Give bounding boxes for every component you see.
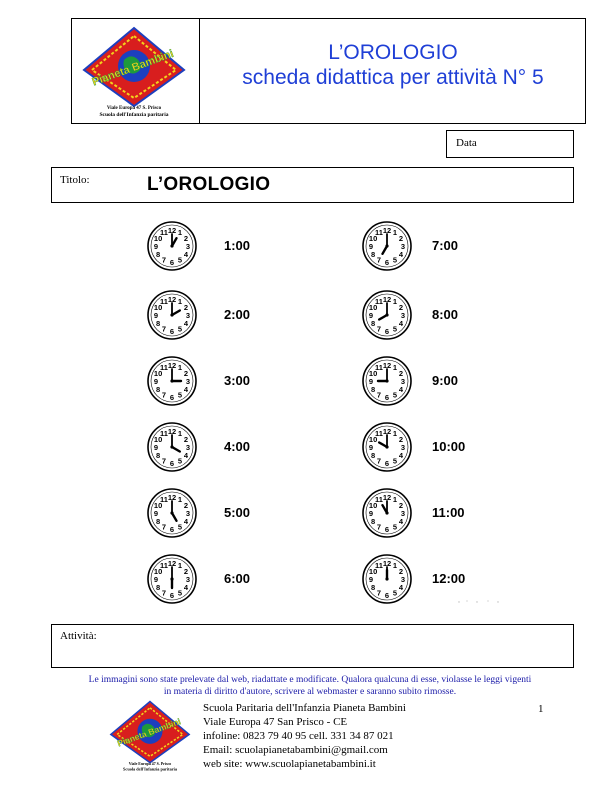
svg-text:7: 7 <box>376 522 382 532</box>
svg-text:7: 7 <box>161 390 167 400</box>
svg-text:11: 11 <box>375 494 383 504</box>
svg-text:10: 10 <box>153 566 163 576</box>
svg-text:7: 7 <box>161 456 167 466</box>
sheet-title-line1: L’OROLOGIO <box>328 41 458 64</box>
time-label: 6:00 <box>224 571 251 586</box>
svg-text:9: 9 <box>368 376 374 386</box>
svg-text:9: 9 <box>153 508 159 518</box>
svg-text:4: 4 <box>183 450 188 460</box>
svg-text:2: 2 <box>398 368 403 378</box>
svg-text:8: 8 <box>156 384 161 394</box>
svg-text:7: 7 <box>376 324 382 334</box>
svg-text:1: 1 <box>392 227 398 237</box>
logo-name: Pianeta Bambini <box>90 47 176 89</box>
svg-text:6: 6 <box>169 392 175 402</box>
clock-face <box>361 355 413 407</box>
copyright-disclaimer <box>30 674 590 698</box>
svg-text:9: 9 <box>153 442 159 452</box>
svg-text:3: 3 <box>185 376 191 386</box>
svg-text:1: 1 <box>392 296 398 306</box>
svg-text:6: 6 <box>384 458 390 468</box>
clock-face <box>146 355 198 407</box>
svg-text:12: 12 <box>167 426 177 436</box>
svg-text:3: 3 <box>400 574 406 584</box>
svg-text:5: 5 <box>392 456 398 466</box>
svg-text:12: 12 <box>167 558 177 568</box>
clock-face <box>361 220 413 272</box>
svg-text:5: 5 <box>177 456 183 466</box>
svg-text:2: 2 <box>398 500 403 510</box>
svg-text:10: 10 <box>153 368 163 378</box>
svg-text:4: 4 <box>183 318 188 328</box>
svg-text:2: 2 <box>398 302 403 312</box>
svg-text:9: 9 <box>368 508 374 518</box>
svg-text:7: 7 <box>161 324 167 334</box>
svg-text:1: 1 <box>392 494 398 504</box>
time-label: 1:00 <box>224 238 251 253</box>
svg-text:8: 8 <box>371 516 376 526</box>
svg-text:2: 2 <box>183 302 188 312</box>
svg-text:4: 4 <box>183 384 188 394</box>
svg-text:8: 8 <box>371 384 376 394</box>
svg-text:6: 6 <box>384 524 390 534</box>
svg-text:4: 4 <box>398 450 403 460</box>
svg-text:5: 5 <box>177 588 183 598</box>
svg-text:12: 12 <box>167 360 177 370</box>
svg-text:5: 5 <box>392 324 398 334</box>
svg-text:2: 2 <box>183 368 188 378</box>
footer-logo-address: Viale Europa 47 S. Prisco <box>128 761 172 766</box>
svg-text:11: 11 <box>160 227 168 237</box>
sheet-title <box>200 40 586 90</box>
svg-text:11: 11 <box>160 494 168 504</box>
svg-text:10: 10 <box>368 500 378 510</box>
disclaimer-line2: in materia di diritto d'autore, scrivere al webmaster e saranno subito rimosse. <box>163 687 457 697</box>
svg-text:1: 1 <box>392 428 398 438</box>
svg-text:12: 12 <box>382 426 392 436</box>
svg-text:4: 4 <box>398 516 403 526</box>
print-specks <box>455 598 505 606</box>
activity-label: Attività: <box>60 630 97 642</box>
svg-text:7: 7 <box>161 522 167 532</box>
clock-face <box>146 487 198 539</box>
svg-text:7: 7 <box>376 456 382 466</box>
svg-text:9: 9 <box>153 310 159 320</box>
pianeta-bambini-logo <box>78 26 190 118</box>
svg-text:3: 3 <box>400 310 406 320</box>
date-label: Data <box>456 137 477 149</box>
time-label: 9:00 <box>432 373 459 388</box>
svg-text:3: 3 <box>400 508 406 518</box>
svg-text:6: 6 <box>169 590 175 600</box>
svg-text:7: 7 <box>161 588 167 598</box>
clock-face <box>146 421 198 473</box>
svg-text:3: 3 <box>185 574 191 584</box>
svg-text:5: 5 <box>177 390 183 400</box>
svg-text:10: 10 <box>153 233 163 243</box>
svg-text:2: 2 <box>398 566 403 576</box>
svg-text:4: 4 <box>398 582 403 592</box>
svg-text:11: 11 <box>375 227 383 237</box>
svg-text:3: 3 <box>185 241 191 251</box>
svg-text:11: 11 <box>160 296 168 306</box>
footer-school: Scuola Paritaria dell'Infanzia Pianeta Bambini <box>203 702 406 714</box>
svg-text:6: 6 <box>384 392 390 402</box>
svg-text:1: 1 <box>177 362 183 372</box>
svg-text:6: 6 <box>169 257 175 267</box>
page-number: 1 <box>538 703 544 715</box>
svg-text:6: 6 <box>384 590 390 600</box>
svg-text:11: 11 <box>160 362 168 372</box>
footer-website[interactable]: web site: www.scuolapianetabambini.it <box>203 758 376 770</box>
time-label: 7:00 <box>432 238 459 253</box>
svg-text:11: 11 <box>375 296 383 306</box>
svg-text:10: 10 <box>368 233 378 243</box>
svg-text:8: 8 <box>371 450 376 460</box>
svg-text:1: 1 <box>177 227 183 237</box>
svg-text:2: 2 <box>398 233 403 243</box>
svg-text:3: 3 <box>400 442 406 452</box>
svg-text:6: 6 <box>384 257 390 267</box>
footer-phones: infoline: 0823 79 40 95 cell. 331 34 87 021 <box>203 730 394 742</box>
svg-text:8: 8 <box>371 582 376 592</box>
svg-text:4: 4 <box>398 384 403 394</box>
svg-text:1: 1 <box>392 362 398 372</box>
svg-text:8: 8 <box>156 450 161 460</box>
footer-logo <box>100 700 200 772</box>
svg-text:9: 9 <box>368 310 374 320</box>
svg-text:12: 12 <box>382 558 392 568</box>
svg-text:8: 8 <box>371 318 376 328</box>
svg-text:2: 2 <box>183 434 188 444</box>
svg-text:5: 5 <box>177 324 183 334</box>
svg-text:6: 6 <box>384 326 390 336</box>
footer-address: Viale Europa 47 San Prisco - CE <box>203 716 348 728</box>
svg-text:7: 7 <box>376 255 382 265</box>
svg-text:3: 3 <box>400 376 406 386</box>
svg-text:1: 1 <box>177 428 183 438</box>
svg-text:8: 8 <box>156 582 161 592</box>
svg-text:1: 1 <box>177 560 183 570</box>
svg-text:9: 9 <box>153 376 159 386</box>
svg-text:10: 10 <box>368 566 378 576</box>
svg-text:5: 5 <box>392 255 398 265</box>
clock-face <box>361 421 413 473</box>
svg-text:6: 6 <box>169 458 175 468</box>
svg-text:3: 3 <box>400 241 406 251</box>
footer-logo-name: Pianeta Bambini <box>115 716 183 749</box>
svg-text:2: 2 <box>183 233 188 243</box>
svg-text:5: 5 <box>392 522 398 532</box>
svg-text:5: 5 <box>392 390 398 400</box>
svg-text:7: 7 <box>161 255 167 265</box>
svg-text:10: 10 <box>153 434 163 444</box>
logo-subtitle: Scuola dell'Infanzia paritaria <box>99 112 169 118</box>
logo-address: Viale Europa 47 S. Prisco <box>106 106 162 111</box>
time-label: 2:00 <box>224 307 251 322</box>
svg-text:3: 3 <box>185 442 191 452</box>
time-label: 3:00 <box>224 373 251 388</box>
time-label: 8:00 <box>432 307 459 322</box>
svg-text:9: 9 <box>368 574 374 584</box>
svg-text:9: 9 <box>368 241 374 251</box>
svg-text:10: 10 <box>153 500 163 510</box>
svg-text:2: 2 <box>183 500 188 510</box>
svg-text:3: 3 <box>185 310 191 320</box>
clock-face <box>361 289 413 341</box>
svg-text:4: 4 <box>183 582 188 592</box>
svg-text:10: 10 <box>153 302 163 312</box>
activity-field[interactable] <box>51 624 574 668</box>
svg-text:3: 3 <box>185 508 191 518</box>
time-label: 10:00 <box>432 439 466 454</box>
svg-text:10: 10 <box>368 434 378 444</box>
svg-text:1: 1 <box>177 494 183 504</box>
svg-text:2: 2 <box>398 434 403 444</box>
svg-text:1: 1 <box>392 560 398 570</box>
title-text: L’OROLOGIO <box>147 174 271 195</box>
svg-text:10: 10 <box>368 368 378 378</box>
svg-text:5: 5 <box>392 588 398 598</box>
footer-email[interactable]: Email: scuolapianetabambini@gmail.com <box>203 744 388 756</box>
svg-text:12: 12 <box>167 492 177 502</box>
svg-text:6: 6 <box>169 326 175 336</box>
disclaimer-line1: Le immagini sono state prelevate dal web, riadattate e modificate. Qualora qualcuna di esse, violasse le leggi vigenti <box>88 675 532 685</box>
svg-text:11: 11 <box>160 560 168 570</box>
svg-text:4: 4 <box>183 249 188 259</box>
svg-text:5: 5 <box>177 522 183 532</box>
sheet-title-line2: scheda didattica per attività N° 5 <box>242 66 544 89</box>
time-label: 12:00 <box>432 571 466 586</box>
title-label: Titolo: <box>60 174 90 186</box>
svg-text:9: 9 <box>153 574 159 584</box>
clock-face <box>361 553 413 605</box>
svg-text:12: 12 <box>382 360 392 370</box>
svg-text:7: 7 <box>376 588 382 598</box>
svg-text:6: 6 <box>169 524 175 534</box>
time-label: 4:00 <box>224 439 251 454</box>
svg-text:8: 8 <box>371 249 376 259</box>
clock-face <box>146 553 198 605</box>
clock-face <box>146 220 198 272</box>
svg-text:9: 9 <box>153 241 159 251</box>
svg-text:12: 12 <box>167 294 177 304</box>
svg-text:11: 11 <box>375 428 383 438</box>
svg-text:12: 12 <box>382 492 392 502</box>
title-field[interactable] <box>51 167 574 203</box>
svg-text:7: 7 <box>376 390 382 400</box>
svg-text:8: 8 <box>156 516 161 526</box>
svg-text:11: 11 <box>160 428 168 438</box>
svg-text:5: 5 <box>177 255 183 265</box>
svg-text:4: 4 <box>398 318 403 328</box>
svg-text:1: 1 <box>177 296 183 306</box>
time-label: 11:00 <box>432 505 465 520</box>
svg-text:12: 12 <box>167 225 177 235</box>
svg-text:11: 11 <box>375 362 383 372</box>
footer-logo-subtitle: Scuola dell'Infanzia paritaria <box>123 766 177 772</box>
footer-contact <box>203 701 406 771</box>
svg-text:8: 8 <box>156 318 161 328</box>
clock-face <box>146 289 198 341</box>
svg-text:11: 11 <box>375 560 383 570</box>
date-field[interactable] <box>446 130 574 158</box>
svg-text:9: 9 <box>368 442 374 452</box>
clock-face <box>361 487 413 539</box>
svg-text:4: 4 <box>398 249 403 259</box>
time-label: 5:00 <box>224 505 251 520</box>
svg-text:4: 4 <box>183 516 188 526</box>
svg-text:8: 8 <box>156 249 161 259</box>
svg-text:2: 2 <box>183 566 188 576</box>
svg-text:12: 12 <box>382 294 392 304</box>
svg-text:10: 10 <box>368 302 378 312</box>
svg-text:12: 12 <box>382 225 392 235</box>
